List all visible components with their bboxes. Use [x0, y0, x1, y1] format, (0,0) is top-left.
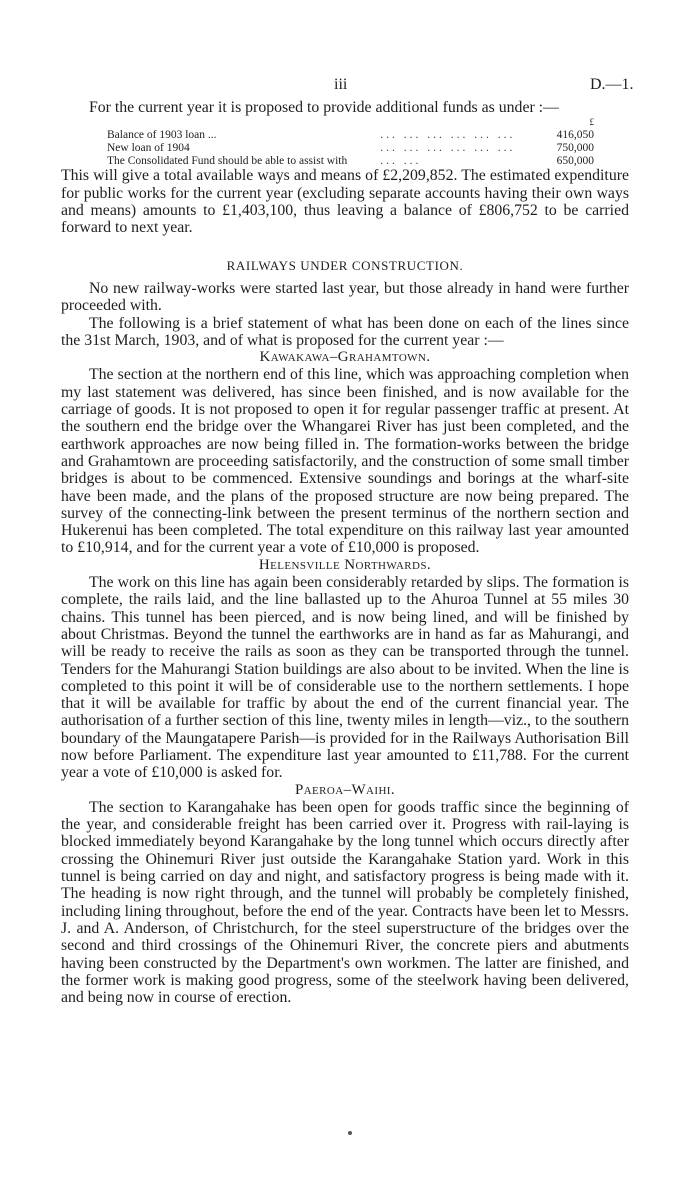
funds-intro: For the current year it is proposed to provide additional funds as under :— [89, 99, 559, 116]
page-number: iii [334, 76, 348, 93]
funds-row-label: New loan of 1904 [107, 141, 190, 154]
document-reference: D.—1. [590, 76, 634, 93]
page-header [0, 76, 700, 96]
funds-row [107, 142, 594, 155]
paragraph: The section to Karangahake has been open for goods traffic since the beginning of the year, and considerable freight has been carried over it. Progress with rail-laying is blocked immediately beyond Karangahake by the long tunnel which occurs directly after crossing the Ohinemuri River just outside the Karangahake Station yard. Work in this tunnel is being carried on day and night, and satisfactory progress is being made with it. The heading is now right through, and the tunnel will probably be completely finished, including lining throughout, before the end of the year. Contracts have been let to Messrs. J. and A. Anderson, of Christchurch, for the steel superstructure of the bridges over the second and third crossings of the Ohinemuri River, the concrete piers and abutments having been constructed by the Department's own workmen. The latter are finished, and the former work is making good progress, some of the steelwork having been delivered, and being now in course of erection. [61, 798, 629, 1007]
section-heading: RAILWAYS UNDER CONSTRUCTION. [226, 257, 464, 273]
funds-row-amount: 416,050 [556, 129, 594, 142]
funds-row-label: The Consolidated Fund should be able to assist with [107, 154, 348, 167]
document-body [61, 99, 629, 1006]
funds-row-amount: 650,000 [556, 154, 594, 167]
subsection-heading-helensville: Helensville Northwards. [258, 556, 432, 573]
page-mark [348, 1131, 352, 1135]
leader-dots: ... ... ... ... ... ... [380, 141, 516, 154]
leader-dots: ... ... ... ... ... ... [380, 129, 516, 142]
funds-row-label: Balance of 1903 loan ... [107, 129, 217, 142]
subsection-heading-paeroa: Paeroa–Waihi. [294, 781, 396, 798]
summary-paragraph: This will give a total available ways and means of £2,209,852. The estimated expenditure for public works for the current year (excluding separate accounts having their own ways and means) amounts to £1,403,100, thus leaving a balance of £806,752 to be carried forward to next year. [61, 167, 629, 237]
funds-table [107, 116, 594, 167]
leader-dots: ... ... [380, 154, 422, 167]
subsection-heading-kawakawa: Kawakawa–Grahamtown. [259, 349, 431, 366]
funds-row [107, 129, 594, 142]
funds-row-amount: 750,000 [556, 141, 594, 154]
currency-symbol: £ [589, 117, 594, 128]
paragraph: The work on this line has again been considerably retarded by slips. The formation is complete, the rails laid, and the line ballasted up to the Ahuroa Tunnel at 55 miles 30 chains. This tunnel has been pierced, and is now being lined, and will be finished by about Christmas. Beyond the tunnel the earthworks are in hand as far as Mahurangi, and will be ready to receive the rails as soon as they can be transported through the tunnel. Tenders for the Mahurangi Station buildings are also about to be invited. When the line is completed to this point it will be of considerable use to the northern settlements. I hope that it will be available for traffic by about the end of the current financial year. The authorisation of a further section of this line, twenty miles in length—viz., to the southern boundary of the Maungatapere Parish—is provided for in the Railways Authorisation Bill now before Parliament. The expenditure last year amounted to £11,788. For the current year a vote of £10,000 is asked for. [61, 574, 629, 782]
paragraph: No new railway-works were started last year, but those already in hand were further proceeded with. [61, 279, 629, 315]
paragraph: The following is a brief statement of what has been done on each of the lines since the 31st March, 1903, and of what is proposed for the current year :— [61, 314, 629, 349]
paragraph: The section at the northern end of this line, which was approaching completion when my last statement was delivered, has since been finished, and is now available for the carriage of goods. It is not proposed to open it for regular passenger traffic at present. At the southern end the bridge over the Whangarei River has just been completed, and the earthwork approaches are now being filled in. The formation-works between the bridge and Grahamtown are proceeding satisfactorily, and the construction of some small timber bridges is about to be commenced. Extensive soundings and borings at the wharf-site have been made, and the plans of the proposed structure are now being prepared. The survey of the connecting-link between the present terminus of the northern section and Hukerenui has been completed. The total expenditure on this railway last year amounted to £10,914, and for the current year a vote of £10,000 is proposed. [61, 366, 629, 557]
funds-row [107, 155, 594, 168]
